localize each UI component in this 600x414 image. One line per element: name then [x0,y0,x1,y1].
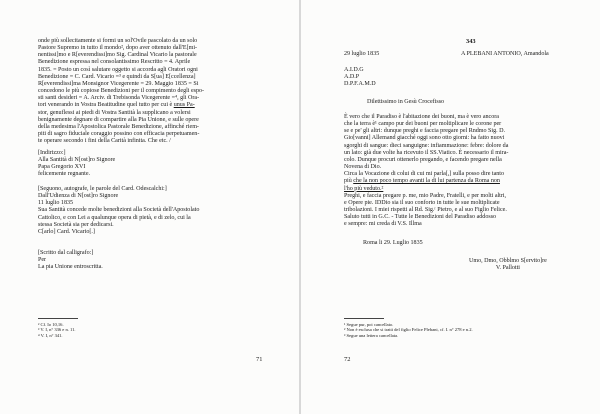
right-body-line: e Opere pie. IDDio sia il suo conforto in tutte le sue moltiplicate [344,199,500,206]
date-place: 29 luglio 1835 [344,51,380,57]
left-body-line: benignamente degnare di compartire alla Pia Unione, e sulle opere [38,116,199,123]
left-body-line: nentissi]mo e R[everendissi]mo Sig. Cardinal Vicario la pastorale [38,52,197,59]
page-number: 71 [256,356,263,363]
left-body-line: piti di sagro fiduciale coraggio possino con efficacia perpetuamen- [38,131,200,138]
right-body-line: Gio[vanni] Allemand giacché oggi sono otto giorni: ha fatto nuovi [344,135,505,142]
right-body-line: un lato: già due volte ha ricevuto il SS.Viatico. È necessario il mira- [344,149,509,156]
right-body-line: e sempre: mi creda di V.S. Illma [344,221,422,228]
left-body-line: stor, genuflessi ai piedi di Vostra Santità la supplicano a volersi [38,109,191,116]
right-body-line: È vero che il Paradiso è l'abitazione dei buoni, ma è vero ancora [344,114,499,120]
right-body-line: Saluto tutti in G.C. - Tutte le Benedizioni del Paradiso addosso [344,214,497,221]
address-line: Papa Gregorio XVI [38,164,86,171]
address-line: Alla Santità di N[ost]ro Signore [38,157,116,164]
left-body-line: te operare secondo i fini della Carità infinita. Che etc. / [38,138,171,145]
signature-line: V. Pallotti [495,265,520,272]
followup-line: stessa Società sia per dedicarsi. [38,221,114,228]
followup-line: Sua Santità concede molte benedizioni alla Società dell'Apostolato [38,207,200,214]
left-body-line: Pastore Supremo in tutto il mondo², dopo aver ottenuto dall'E[mi- [38,45,198,52]
scribe-block [38,250,103,271]
left-body-line: 1835. = Posto un così salutare oggetto si accorda agli Oratori ogni [38,66,198,73]
monogram-block [344,67,376,88]
page-number: 72 [344,356,351,363]
left-body-line: R[everendissi]ma Monsignor Vicegerente = 29. Maggio 1835 = Si [38,80,199,87]
followup-line: C[arlo] Card. Vicario[.] [38,228,95,235]
right-page [301,0,600,414]
signature-block [469,258,547,272]
scribe-line: Per [38,257,47,264]
footnote-rule [38,318,78,319]
signature-line: Umo, Dmo, Obblmo S[ervito]re [469,258,547,264]
left-body-line: Benedizione espressa nel consolantissimo Rescritto = 4. Aprile [38,59,191,66]
salutation: Dilettissimo in Gesù Crocefisso [367,99,445,105]
left-body-line: Benedizione = C. Card. Vicario =³ e quindi da S[ua] E[ccellenza] [38,73,196,80]
followup-line: 11 luglio 1835 [38,200,74,207]
footnote-rule [344,318,384,319]
left-body [38,38,204,145]
letter-number: 343 [466,38,476,45]
left-body-line: concedono le più copiose Benedizioni per il compimento degli espo- [38,88,205,95]
address-block [38,150,115,179]
followup-line: [Seguono, autografe, le parole del Card. Odescalchi:] [38,186,167,192]
footnote: ² Non è esclusa che si tratti del figlio Felice Plebani, cf. I. n° 278 e n.2. [344,327,473,333]
closing-date: Roma li 29. Luglio 1835 [363,240,423,246]
right-body-line: Preghi, e faccia pregare p. me, mio Padre, Fratelli, e per molti altri, [344,192,507,199]
scribe-line: [Scritto dal calligrafo:] [38,250,94,256]
scribe-line: La pia Unione entroscritta. [38,264,103,271]
left-body-line: della medesima l'Apostolica Pastorale Benedizione, affinché riem- [38,123,199,130]
footnote: ² Cf. Io 10,16. [38,322,64,327]
left-body-line-underlined: tori venerando in Vostra Beatitudine quel tutto per cui è unus Pa- [38,102,195,109]
monogram-line: D.P.F.A.M.D [344,81,376,88]
right-body-line: che la terra è¹ campo pur dei buoni per moltiplicare le corone per [344,121,502,128]
underlined-phrase: unus Pa- [173,102,195,109]
underlined-phrase: che la non poco tempo avanti la di lui partenza da Roma non [353,178,500,185]
followup-line: Dall'Udienza di N[ost]ro Signore [38,193,119,200]
left-page [0,0,299,414]
monogram-line: A.D.P [344,74,360,81]
left-footnotes [38,322,76,338]
followup-block [38,186,199,236]
footnote: ⁴ V. I, n° 341. [38,332,63,338]
right-body-line-underlined: più che la non poco tempo avanti la di lui partenza da Roma non [344,178,500,185]
right-body-line: tribolazioni. I miei rispetti al Rd. Sig.ʳ Pietro, e al suo Figlio Felice. [344,207,507,214]
right-body-line-underlined: l'ho più veduto.² [344,185,384,192]
left-body-line: onde più sollecitamente si formi un sol'Ovile pascolato da un solo [38,38,198,44]
footnote: ³ Segue una lettera cancellata. [344,332,399,338]
followup-line: Cattolico, e con Lei a qualunque opera di pietà, e di zelo, cui la [38,214,191,221]
address-line: felicemente regnante. [38,171,91,178]
monogram-line: A.I.D.G [344,67,364,73]
right-footnotes [344,322,473,338]
right-body-line: colo. Dunque procuri ottenerlo pregando, e facendo pregare nella [344,156,502,163]
address-line: [Indirizzo:] [38,150,66,156]
right-body [344,114,508,229]
right-body-line: se e pe' gli altri: dunque preghi e faccia pregare pel Rndmo Sig. D. [344,128,505,135]
footnote: ³ V. I, n° 336 e n. 11. [38,327,76,333]
footnote: ¹ Segue pur, poi cancellato. [344,322,394,327]
left-body-line: sti santi desideri = A. Arciv. di Trebisonda Vicegerente =⁴, gli Ora- [38,95,200,102]
right-body-line: sgorghi di sangue: dieci sanguigne: infiammazione: febre: dolore da [344,142,509,149]
right-body-line: Circa la Vocazione di colui di cui mi parla[,] sulla posso dire tanto [344,171,505,178]
right-body-line: Novena di Dio. [344,164,382,171]
recipient: A PLEBANI ANTONIO, Amandola [461,51,549,57]
